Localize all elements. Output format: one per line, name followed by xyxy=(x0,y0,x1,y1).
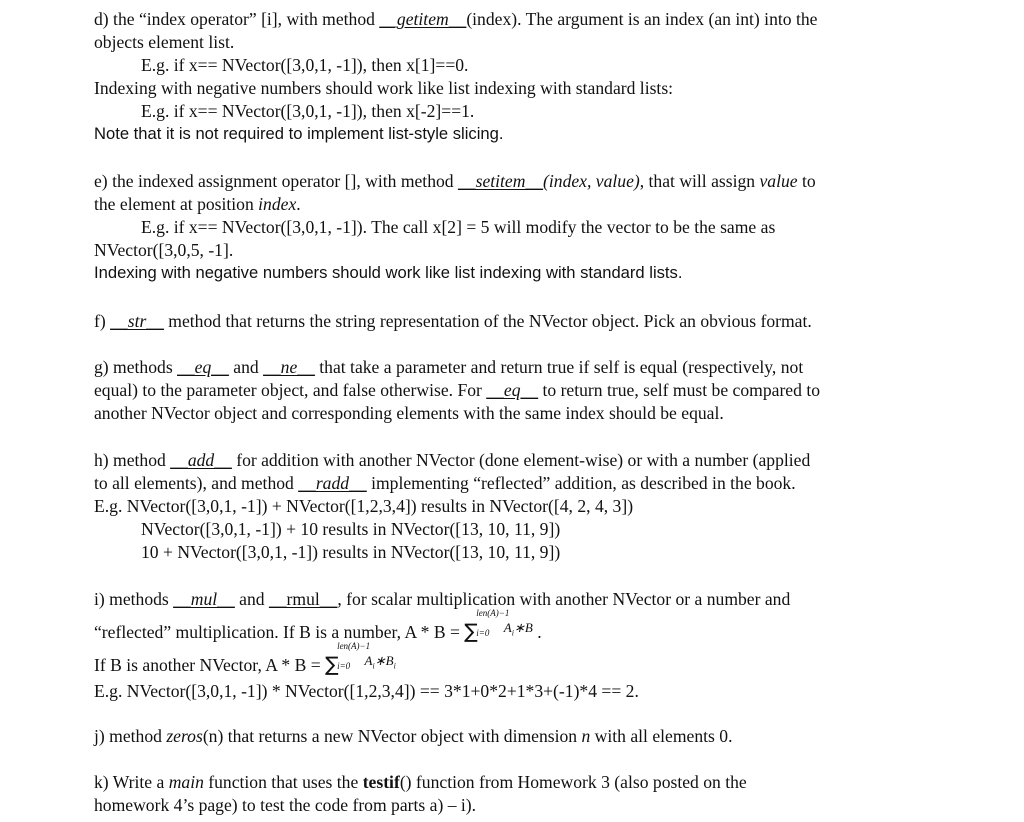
method-name: __getitem__ xyxy=(379,9,467,29)
section-h-example-2: NVector([3,0,1, -1]) + 10 results in NVector([13, 10, 11, 9]) xyxy=(141,519,561,539)
section-f-line xyxy=(94,310,812,332)
text: d) the “index operator” [i], with method xyxy=(94,9,380,29)
text: for addition with another NVector (done element-wise) or with a number (applied xyxy=(231,450,811,470)
method-name: __radd__ xyxy=(298,473,367,493)
text: . xyxy=(296,194,301,214)
text: If B is another NVector, A * B = xyxy=(94,655,326,675)
sum-lower-limit: i=0 xyxy=(337,661,351,671)
method-name: __mul__ xyxy=(173,589,235,609)
sum-term xyxy=(503,620,533,638)
text: function that uses the xyxy=(203,772,363,792)
term-subscript: i xyxy=(511,628,514,638)
text: f) xyxy=(94,311,111,331)
section-e-line-2 xyxy=(94,193,301,215)
param-n: n xyxy=(581,726,591,746)
text: i) methods xyxy=(94,589,174,609)
term-subscript: i xyxy=(393,661,396,671)
text: to return true, self must be compared to xyxy=(538,380,820,400)
sum-lower-limit: i=0 xyxy=(476,628,490,638)
method-name: __ne__ xyxy=(263,357,315,377)
sigma-symbol: ∑ xyxy=(325,652,339,676)
text: the element at position xyxy=(94,194,259,214)
section-d-example-1: E.g. if x== NVector([3,0,1, -1]), then x[1]==0. xyxy=(141,55,469,75)
section-h-line-1 xyxy=(94,449,810,471)
section-i-line-1 xyxy=(94,588,790,610)
method-args: (n) xyxy=(202,726,224,746)
section-h-line-2 xyxy=(94,472,796,494)
text: k) Write a xyxy=(94,772,169,792)
text: . xyxy=(532,622,542,642)
text: that take a parameter and return true if self is equal (respectively, not xyxy=(314,357,804,377)
section-j-line xyxy=(94,725,732,747)
section-h-example-1: E.g. NVector([3,0,1, -1]) + NVector([1,2,3,4]) results in NVector([4, 2, 4, 3]) xyxy=(94,496,634,516)
function-name: main xyxy=(168,772,204,792)
method-args: (index, value) xyxy=(543,171,640,191)
section-e-example: E.g. if x== NVector([3,0,1, -1]). The call x[2] = 5 will modify the vector to be the same as xyxy=(141,217,776,237)
text: j) method xyxy=(94,726,167,746)
section-i-line-2 xyxy=(94,608,542,643)
text: , that will assign xyxy=(639,171,760,191)
section-e-line-5: Indexing with negative numbers should work like list indexing with standard lists. xyxy=(94,263,683,282)
text: equal) to the parameter object, and false otherwise. For xyxy=(94,380,487,400)
term-op: ∗B xyxy=(374,653,394,668)
section-d-line-1 xyxy=(94,8,817,30)
method-name: __add__ xyxy=(170,450,232,470)
method-name: zeros xyxy=(166,726,203,746)
text: “reflected” multiplication. If B is a number, A * B = xyxy=(94,622,465,642)
section-k-line-1 xyxy=(94,771,747,793)
section-h-example-3: 10 + NVector([3,0,1, -1]) results in NVector([13, 10, 11, 9]) xyxy=(141,542,561,562)
text: and xyxy=(234,589,269,609)
section-k-line-2: homework 4’s page) to test the code from parts a) – i). xyxy=(94,795,477,815)
text: implementing “reflected” addition, as described in the book. xyxy=(366,473,796,493)
text: to xyxy=(797,171,816,191)
section-i-example: E.g. NVector([3,0,1, -1]) * NVector([1,2,3,4]) == 3*1+0*2+1*3+(-1)*4 == 2. xyxy=(94,681,639,701)
section-d-line-4: Indexing with negative numbers should work like list indexing with standard lists: xyxy=(94,78,674,98)
param-value: value xyxy=(759,171,798,191)
sum-formula xyxy=(325,641,371,676)
method-name: __eq__ xyxy=(486,380,539,400)
text: that returns a new NVector object with dimension xyxy=(223,726,582,746)
section-d-example-2: E.g. if x== NVector([3,0,1, -1]), then x[-2]==1. xyxy=(141,101,475,121)
method-name: __str__ xyxy=(110,311,164,331)
sum-term xyxy=(364,653,396,671)
function-name: testif xyxy=(362,772,400,792)
term-subscript: i xyxy=(372,661,375,671)
sum-upper-limit: len(A)−1 xyxy=(337,641,371,651)
section-e-line-4: NVector([3,0,5, -1]. xyxy=(94,240,234,260)
section-i-line-3 xyxy=(94,641,396,676)
text: (index). The argument is an index (an int) into the xyxy=(466,9,818,29)
section-g-line-3: another NVector object and corresponding elements with the same index should be equal. xyxy=(94,403,724,423)
method-name: __eq__ xyxy=(177,357,229,377)
term-a: A xyxy=(364,653,373,668)
text: () function from Homework 3 (also posted on the xyxy=(399,772,747,792)
method-name: __rmul__ xyxy=(268,589,338,609)
section-e-line-1 xyxy=(94,170,816,192)
text: to all elements), and method xyxy=(94,473,299,493)
text: e) the indexed assignment operator [], with method xyxy=(94,171,458,191)
section-g-line-2 xyxy=(94,379,820,401)
text: , for scalar multiplication with another NVector or a number and xyxy=(337,589,791,609)
text: h) method xyxy=(94,450,171,470)
section-g-line-1 xyxy=(94,356,803,378)
text: g) methods xyxy=(94,357,178,377)
section-d-line-2: objects element list. xyxy=(94,32,235,52)
sum-formula xyxy=(464,608,510,643)
term-a: A xyxy=(503,620,512,635)
sum-upper-limit: len(A)−1 xyxy=(476,608,510,618)
text: with all elements 0. xyxy=(590,726,733,746)
method-name: __setitem__ xyxy=(458,171,544,191)
section-d-note: Note that it is not required to implement list-style slicing. xyxy=(94,124,504,143)
text: and xyxy=(228,357,264,377)
param-index: index xyxy=(258,194,297,214)
sigma-symbol: ∑ xyxy=(464,619,478,643)
term-op: ∗B xyxy=(513,620,533,635)
text: method that returns the string representation of the NVector object. Pick an obvious format. xyxy=(163,311,812,331)
